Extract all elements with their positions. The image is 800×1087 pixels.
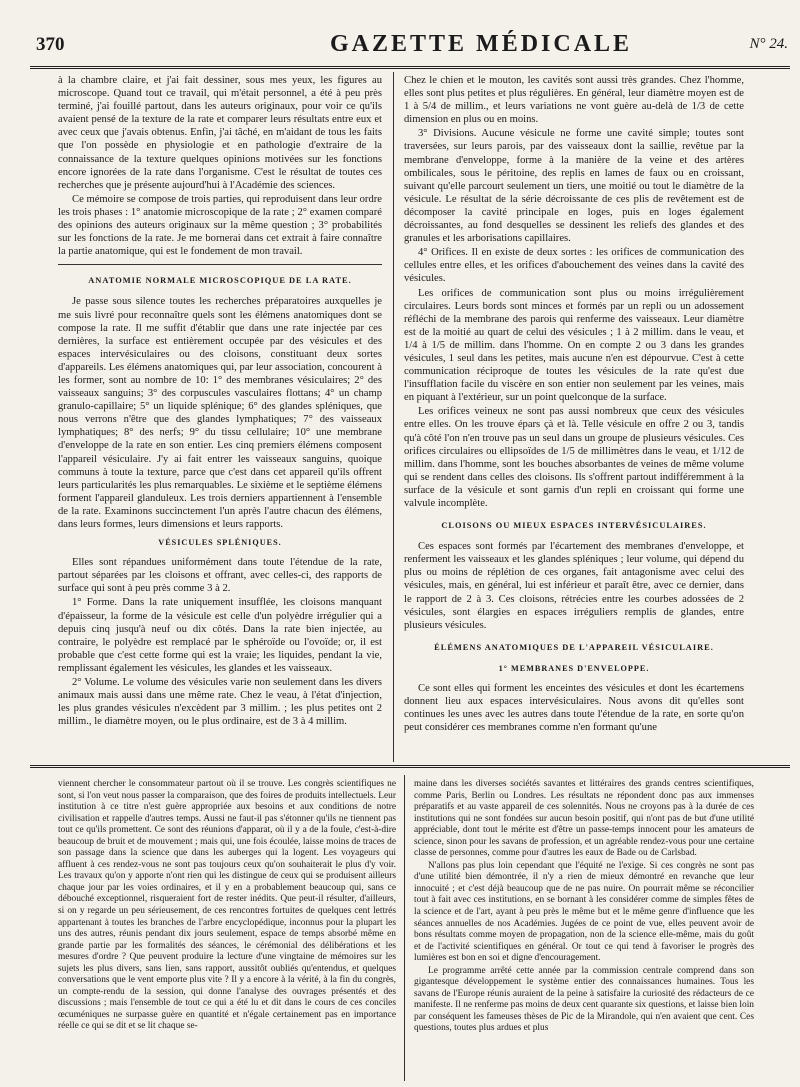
paragraph: 3° Divisions. Aucune vésicule ne forme une cavité simple; toutes sont traversées, sur leurs parois, par des vaisseaux dont la saillie, revêtue par la membrane d'enveloppe, forme à la manière de la veine et des artères ombilicales, sous le péritoine, des replis en lames de faux ou en croissant, suivant qu'elle parcourt seulement un tiers, une moitié ou tout le diamètre de la vésicule. Le résultat de la série décroissante de ces plis de revêtement est de décomposer la cavité principale en loges, puis en loges également décroissantes, au fond desquelles se dessinent les reliefs des glandes et des granules et les arborisations capillaires. <box>404 128 744 245</box>
section-heading: CLOISONS OU MIEUX ESPACES INTERVÉSICULAIRES. <box>441 521 707 531</box>
subsection-heading: 1° MEMBRANES D'ENVELOPPE. <box>498 663 650 673</box>
paragraph: 4° Orifices. Il en existe de deux sortes : les orifices de communication des cellules entre elles, et les orifices d'abouchement des veines dans la cavité des vésicules. <box>404 247 744 285</box>
issue-number: N° 24. <box>749 36 788 52</box>
right-column <box>404 74 744 760</box>
header-rule <box>30 66 790 69</box>
column-divider <box>393 72 394 762</box>
paragraph: 2° Volume. Le volume des vésicules varie non seulement dans les divers animaux mais aussi dans une même rate. Chez le veau, à l'état d'injection, les plus grandes vésicules n'excèdent par 3 millim. ; les plus petites ont 2 millim., le diamètre moyen, ou le plus ordinaire, est de 3 à 4 millim. <box>58 677 382 728</box>
page-number: 370 <box>36 34 65 55</box>
paragraph: Ce sont elles qui forment les enceintes des vésicules et dont les écartemens donnent lieu aux espaces intervésiculaires. Nous avons dit qu'elles sont continues les unes avec les autres dans toute l'étendue de la rate, en sorte qu'on peut considérer ces membranes comme n'en formant qu'une <box>404 683 744 734</box>
left-column <box>58 74 382 760</box>
feuilleton-left-column <box>58 779 396 1079</box>
paragraph: à la chambre claire, et j'ai fait dessiner, sous mes yeux, les figures au microscope. Quand tout ce travail, qui m'était personnel, a été à peu près terminé, j'ai fouillé partout, dans les auteurs originaux, pour voir ce qu'ils avaient pensé de la texture de la rate et comparer leurs résultats entre eux et avec ceux que j'avais obtenus. Enfin, j'ai tâché, en m'aidant de tous les faits que l'on possède en physiologie et en pathologie d'extraire de la connaissance de la texture quelques opinions motivées sur les fonctions encore ignorées de la rate dans l'organisme. C'est le résultat de toutes ces recherches que je présente aujourd'hui à l'Académie des sciences. <box>58 75 382 191</box>
paragraph: Ce mémoire se compose de trois parties, qui reproduisent dans leur ordre les trois phases : 1° anatomie microscopique de la rate ; 2° examen comparé des opinions des auteurs originaux sur la même question ; 3° probabilités sur les fonctions de la rate. Je me bornerai dans cet extrait à faire connaître la partie anatomique, qui est le fondement de mon travail. <box>58 193 382 258</box>
paragraph: viennent chercher le consommateur partout où il se trouve. Les congrès scientifiques ne sont, si l'on veut nous passer la comparaison, que des foires de produits intellectuels. Leur institution à ce titre n'est guère appropriée aux besoins et aux conditions de notre civilisation et rappelle d'autres temps. Aussi ne faut-il pas s'étonner qu'ils ne tiennent pas tout ce qu'ils promettent. Ce sont des réunions d'apparat, où il y a de la foule, c'est-à-dire beaucoup de bruit et de mouvement ; mais qui, une fois écoulée, laisse moins de traces de son passage dans la science que dans les auberges qui la logent. Les voyageurs qui affluent à ces rendez-vous ne sont pas toujours ceux qu'on souhaiterait le plus d'y voir. Les travaux qu'on y apporte n'ont rien qui les distingue de ceux qui se produisent ailleurs chaque jour par les voies ordinaires, et il y en a probablement beaucoup qui, sans ce débouché exceptionnel, risqueraient fort de rester inédits. Que peut-il résulter, d'ailleurs, si on y regarde un peu sérieusement, de ces rencontres fortuites de quelques cent lettrés appartenant à toutes les branches de l'arbre encyclopédique, inconnus pour la plupart les uns des autres, réunis pendant dix jours seulement, espace de temps absorbé même en grande partie par les formalités des séances, le cérémonial des délibérations et les mesures d'ordre ? Que peuvent produire la lecture d'une vingtaine de mémoires sur les sujets les plus divers, sans lien, sans rapport, aussitôt oubliés qu'entendus, et quelques conversations que le vent emporte plus vite ? Il y a encore à la vérité, à la fin du congrès, un compte-rendu de la session, qui donne l'analyse des ouvrages présentés et des discussions ; mais l'ensemble de tout ce qui a été lu et dit dans le cours de ces conciles œcuméniques ne surpasse guère en quantité et n'égale certainement pas en importance réelle ce qui se dit et se lit chaque se- <box>58 779 396 1032</box>
paragraph: maine dans les diverses sociétés savantes et littéraires des grands centres scientifiques, comme Paris, Berlin ou Londres. Les résultats ne répondent donc pas aux immenses préparatifs et au vaste appareil de ces solennités. Nous ne croyons pas à la durée de ces institutions qui ne sont fondées sur aucun besoin positif, qui n'ont pas de but d'une utilité appréciable, dont tout le mérite est d'être un passe-temps innocent pour les amateurs de science, sinon pour les savans de profession, et un agréable rendez-vous pour une certaine classe de personnes, comme pour d'autres les eaux de Bade ou de Carlsbad. <box>414 779 754 859</box>
section-rule <box>58 264 382 265</box>
feuilleton-rule <box>30 765 790 768</box>
paragraph: N'allons pas plus loin cependant que l'équité ne l'exige. Si ces congrès ne sont pas d'une utilité bien démontrée, il n'y a rien de mieux démontré en revanche que leur innocuité ; et c'est déjà beaucoup que de ne pas nuire. On pourrait même se réconcilier tout à fait avec ces institutions, en se bornant à les considérer comme de simples fêtes de la science et de l'art, ayant à peu près le même but et le même genre d'influence que les séances annuelles de nos Académies. Jugées de ce point de vue, elles peuvent avoir de bons résultats comme moyen de propagation, non de la science elle-même, mais du goût et de l'activité scientifiques en général. Or tout ce qui tend à favoriser le progrès des lumières est bon en soi et digne d'encouragement. <box>414 860 754 964</box>
paragraph: Les orifices veineux ne sont pas aussi nombreux que ceux des vésicules entre elles. On les trouve épars çà et là. Telle vésicule en offre 2 ou 3, tandis qu'à côté l'on n'en trouve pas un seul dans un groupe de plusieurs vésicules. Ces orifices circulaires ou ellipsoïdes de 1/5 de millimètres dans le veau, et 1/12 de millim. dans l'homme, sont les bouches absorbantes de veines de même volume qui se rendent dans celles des cloisons. Ils s'offrent partout indifféremment à la surface de la vésicule et sont garnis d'un repli en croissant qui forme une valvule incomplète. <box>404 406 744 509</box>
paragraph: Ces espaces sont formés par l'écartement des membranes d'enveloppe, et renferment les vaisseaux et les glandes spléniques ; leur volume, qui dépend du plus ou moins de réplétion de ces organes, fait antagonisme avec celui des vésicules, mais, en général, lui est inférieur et paraît être, avec ce dernier, dans le rapport de 2 à 3. Ces cloisons, rétrécies entre les courbes adossées de 2 vésicules, sont élargies en espaces irréguliers remplis de glandes, entre plusieurs vésicules. <box>404 541 744 631</box>
page-header <box>30 28 790 64</box>
feuilleton-right-column <box>414 779 754 1079</box>
feuilleton-divider <box>404 775 405 1081</box>
publication-title: GAZETTE MÉDICALE <box>330 31 633 57</box>
paragraph: Les orifices de communication sont plus ou moins irrégulièrement circulaires. Leurs bords sont minces et formés par un repli ou un adossement réfléchi de la membrane des parois qui renferme des vaisseaux. Leur diamètre est de la moitié au quart de celui des vésicules ; 1 à 2 millim. dans le veau, et 1/4 à 1/5 de millim. dans l'homme. On en compte 2 ou 3 dans les grandes vésicules, 1 seul dans les petites, mais aucune n'en est dépourvue. C'est à cette communication réciproque de toutes les vésicules de la rate qu'est due l'insufflation facile du viscère en son entier non seulement par les veines, mais en piquant à l'extérieur, sur un point quelconque de la surface. <box>404 287 744 404</box>
paragraph: Je passe sous silence toutes les recherches préparatoires auxquelles je me suis livré pour reconnaître quels sont les élémens anatomiques dont se compose la rate. Il me suffit d'établir que dans une rate injectée par ces dernières, la surface est entièrement occupée par des vésicules et des espaces intervésiculaires ou des cloisons, constituant deux sortes d'appareils. Les élémens anatomiques qui, par leur association, concourent à les former, sont au nombre de 10: 1° des membranes vésiculaires; 2° des vaisseaux sanguins; 3° des corpuscules vasculaires flottans; 4° un champ granulo-capillaire; 5° un liquide splénique; 6° des glandes spléniques, que nous verrons n'être que des glandes lymphatiques; 7° des vaisseaux lymphatiques; 8° des nerfs; 9° du tissu cellulaire; 10° une membrane d'enveloppe de la rate en son entier. Les cinq premiers élémens composent l'appareil vésiculaire. J'y ai fait entrer les vaisseaux sanguins, quoique communs à toute la texture, parce que c'est dans cet appareil qu'ils offrent leurs particularités les plus remarquables. Le sixième et le septième élémens forment l'appareil glanduleux. Les trois derniers appartiennent à l'ensemble de la rate. Examinons succinctement l'un après l'autre chacun des élémens, dans leurs formes, leurs dimensions et leurs rapports. <box>58 296 382 530</box>
paragraph: 1° Forme. Dans la rate uniquement insufflée, les cloisons manquant d'épaisseur, la forme de la vésicule est celle d'un polyèdre irrégulier qui a depuis cinq jusqu'à neuf ou dix côtés. Dans la rate bien injectée, au contraire, le polyèdre est remplacé par le sphéroïde ou l'ovoïde; or, il est probable que c'est cette forme qui est la vraie; les liquides, pendant la vie, remplissant également les vésicules, les glandes et les vaisseaux. <box>58 597 382 674</box>
paragraph: Le programme arrêté cette année par la commission centrale comprend dans son gigantesque développement le système entier des connaissances humaines. Tous les savans de l'Europe réunis auraient de la peine à satisfaire la curiosité des rédacteurs de ce manifeste. Il ne renferme pas moins de deux cent quarante six questions, et laisse bien loin par conséquent les fameuses thèses de Pic de la Mirandole, qui n'en avaient que cent. Ces questions, toutes plus ardues et plus <box>414 965 754 1034</box>
section-heading: ANATOMIE NORMALE MICROSCOPIQUE DE LA RATE. <box>88 276 352 286</box>
paragraph: Chez le chien et le mouton, les cavités sont aussi très grandes. Chez l'homme, elles sont plus petites et plus régulières. En général, leur diamètre moyen est de 1 à 5/4 de millim., et leurs variations ne vont guère au-delà de 1/3 de cette dimension en plus ou en moins. <box>404 75 744 126</box>
section-heading: ÉLÉMENS ANATOMIQUES DE L'APPAREIL VÉSICULAIRE. <box>434 642 714 652</box>
paragraph: Elles sont répandues uniformément dans toute l'étendue de la rate, partout séparées par les cloisons et offrant, avec celles-ci, des rapports de surface qui sont à peu près comme 3 à 2. <box>58 557 382 595</box>
subsection-heading: VÉSICULES SPLÉNIQUES. <box>158 538 282 548</box>
